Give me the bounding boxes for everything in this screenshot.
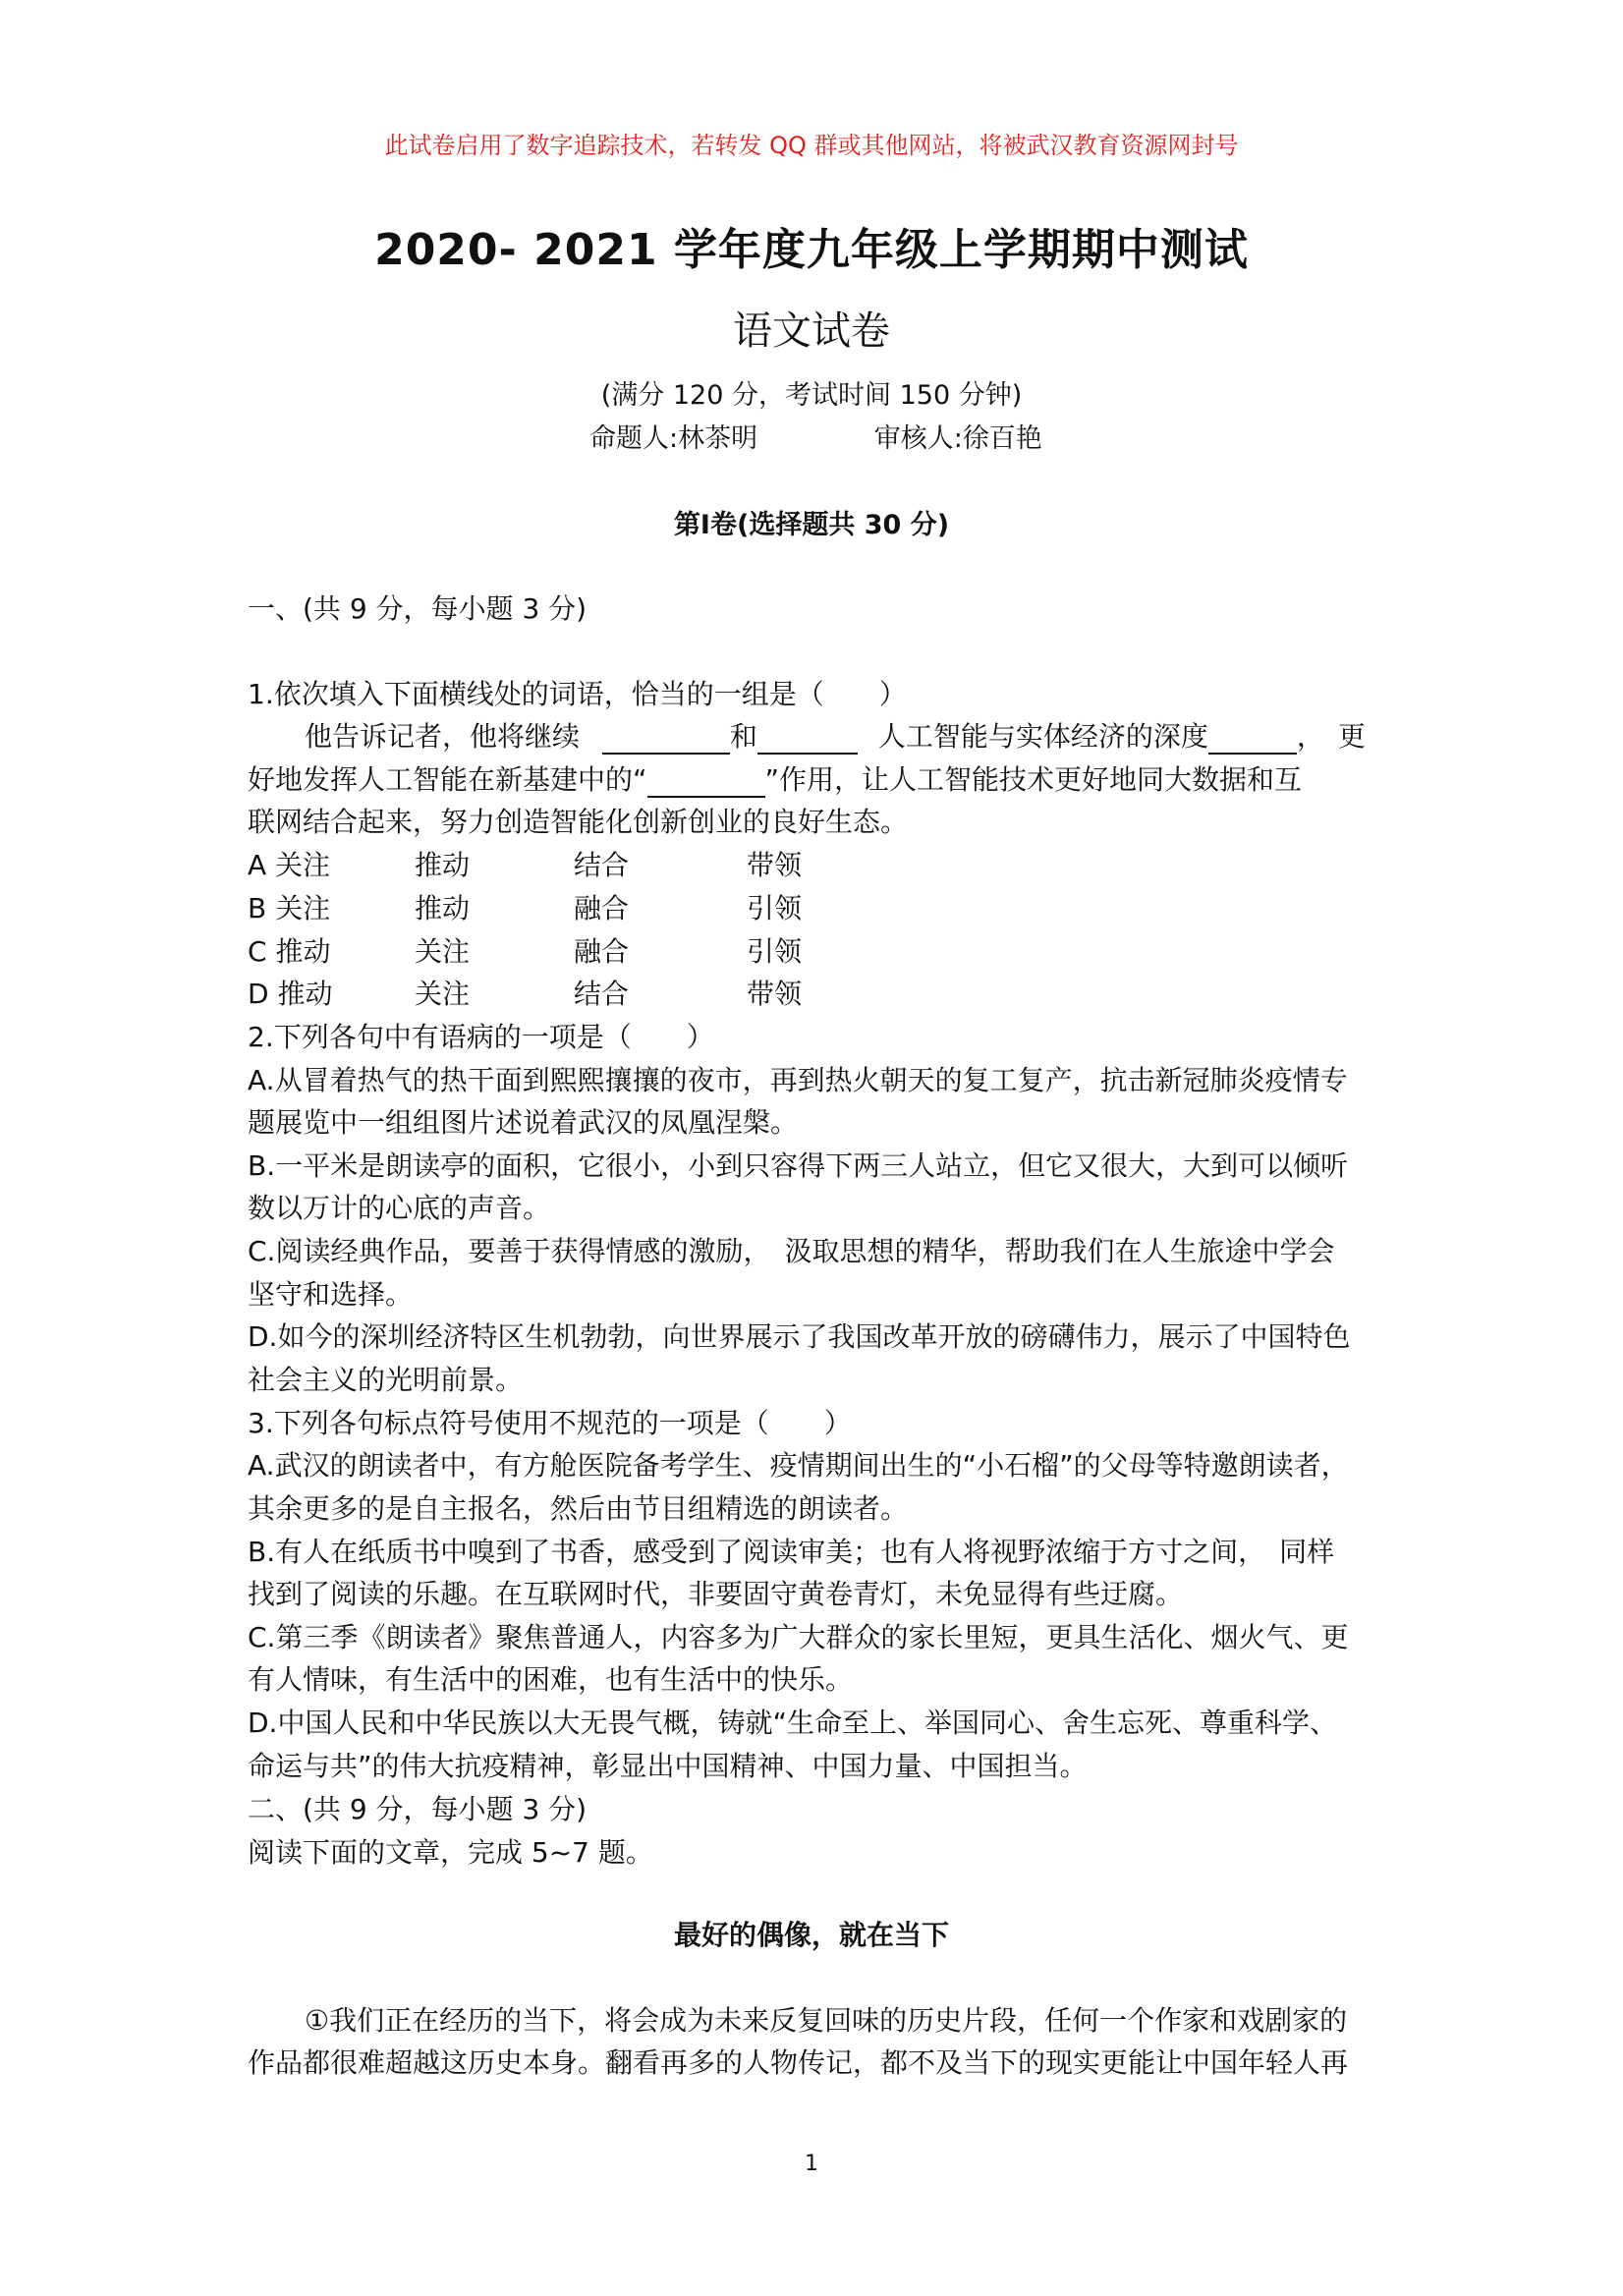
- option-label: C 推动: [248, 935, 331, 968]
- exam-authors: [589, 417, 1042, 455]
- option-label: B 关注: [248, 892, 331, 924]
- option-word: 关注: [415, 935, 471, 968]
- option-word: 带领: [747, 978, 803, 1010]
- q1-text: 和: [729, 720, 757, 753]
- option-word: 引领: [747, 935, 803, 968]
- answer-blank: [1208, 723, 1297, 755]
- q1-text: ， 更: [1296, 720, 1366, 753]
- q1-text: ”作用，让人工智能技术更好地同大数据和互: [764, 763, 1303, 796]
- q3-option-b-line1[interactable]: B.有人在纸质书中嗅到了书香，感受到了阅读审美；也有人将视野浓缩于方寸之间， 同样: [248, 1536, 1335, 1568]
- option-word: 融合: [574, 935, 630, 968]
- q3-option-d-line1[interactable]: D.中国人民和中华民族以大无畏气概，铸就“生命至上、举国同心、舍生忘死、尊重科学、: [248, 1707, 1337, 1739]
- q1-passage-line3: 联网结合起来，努力创造智能化创新创业的良好生态。: [248, 806, 909, 838]
- q1-option-a[interactable]: [248, 844, 935, 883]
- option-word: 融合: [574, 892, 630, 924]
- section-heading: 第Ⅰ卷(选择题共 30 分): [673, 510, 950, 540]
- option-word: 结合: [574, 849, 630, 881]
- q1-text: 好地发挥人工智能在新基建中的“: [248, 763, 647, 796]
- option-word: 关注: [415, 978, 471, 1010]
- option-word: 带领: [747, 849, 803, 881]
- part-one-heading: 一、(共 9 分，每小题 3 分): [248, 592, 588, 625]
- article-para1-line1: ①我们正在经历的当下，将会成为未来反复回味的历史片段，任何一个作家和戏剧家的: [305, 2004, 1348, 2037]
- exam-title: 2020- 2021 学年度九年级上学期期中测试: [374, 225, 1249, 275]
- option-label: A 关注: [248, 849, 331, 881]
- q2-option-d-line1[interactable]: D.如今的深圳经济特区生机勃勃，向世界展示了我国改革开放的磅礴伟力，展示了中国特色: [248, 1320, 1351, 1353]
- answer-blank: [757, 723, 858, 755]
- exam-meta: (满分 120 分，考试时间 150 分钟): [600, 380, 1023, 411]
- answer-blank: [647, 766, 765, 798]
- q3-option-a-line1[interactable]: A.武汉的朗读者中，有方舱医院备考学生、疫情期间出生的“小石榴”的父母等特邀朗读者，: [248, 1449, 1349, 1482]
- author: 命题人:林茶明: [589, 423, 758, 454]
- q2-option-b-line1[interactable]: B.一平米是朗读亭的面积，它很小，小到只容得下两三人站立，但它又很大，大到可以倾听: [248, 1149, 1349, 1182]
- option-label: D 推动: [248, 978, 333, 1010]
- q3-option-a-line2[interactable]: 其余更多的是自主报名，然后由节目组精选的朗读者。: [248, 1492, 909, 1525]
- q3-stem: 3.下列各句标点符号使用不规范的一项是（ ）: [248, 1407, 852, 1439]
- page-number: 1: [805, 2152, 818, 2176]
- option-word: 推动: [415, 849, 471, 881]
- option-word: 引领: [747, 892, 803, 924]
- q2-stem: 2.下列各句中有语病的一项是（ ）: [248, 1021, 714, 1053]
- part-two-heading: 二、(共 9 分，每小题 3 分): [248, 1793, 588, 1825]
- q3-option-c-line2[interactable]: 有人情味，有生活中的困难，也有生活中的快乐。: [248, 1663, 854, 1696]
- q1-text: 他告诉记者，他将继续: [305, 720, 581, 753]
- q1-stem: 1.依次填入下面横线处的词语，恰当的一组是（ ）: [248, 678, 907, 710]
- q1-passage-line1: [305, 715, 1366, 755]
- q3-option-d-line2[interactable]: 命运与共”的伟大抗疫精神，彰显出中国精神、中国力量、中国担当。: [248, 1750, 1088, 1782]
- option-word: 结合: [574, 978, 630, 1010]
- article-title: 最好的偶像，就在当下: [673, 1919, 949, 1951]
- q1-option-c[interactable]: [248, 930, 935, 970]
- reviewer: 审核人:徐百艳: [873, 423, 1042, 454]
- q2-option-c-line2[interactable]: 坚守和选择。: [248, 1278, 414, 1311]
- q2-option-b-line2[interactable]: 数以万计的心底的声音。: [248, 1192, 551, 1224]
- q1-passage-line2: [248, 758, 1302, 798]
- q2-option-a-line1[interactable]: A.从冒着热气的热干面到熙熙攘攘的夜市，再到热火朝天的复工复产，抗击新冠肺炎疫情专: [248, 1064, 1348, 1096]
- q2-option-c-line1[interactable]: C.阅读经典作品，要善于获得情感的激励， 汲取思想的精华，帮助我们在人生旅途中学会: [248, 1235, 1335, 1267]
- q3-option-b-line2[interactable]: 找到了阅读的乐趣。在互联网时代，非要固守黄卷青灯，未免显得有些迂腐。: [248, 1578, 1184, 1610]
- q1-option-b[interactable]: [248, 887, 935, 926]
- q2-option-a-line2[interactable]: 题展览中一组组图片述说着武汉的凤凰涅槃。: [248, 1106, 799, 1139]
- q1-text: 人工智能与实体经济的深度: [877, 720, 1208, 753]
- q2-option-d-line2[interactable]: 社会主义的光明前景。: [248, 1364, 524, 1396]
- article-para1-line2: 作品都很难超越这历史本身。翻看再多的人物传记，都不及当下的现实更能让中国年轻人再: [248, 2046, 1349, 2079]
- exam-subtitle: 语文试卷: [733, 308, 890, 354]
- option-word: 推动: [415, 892, 471, 924]
- answer-blank: [602, 723, 730, 755]
- q3-option-c-line1[interactable]: C.第三季《朗读者》聚焦普通人，内容多为广大群众的家长里短，更具生活化、烟火气、更: [248, 1621, 1349, 1653]
- reading-instruction: 阅读下面的文章，完成 5~7 题。: [248, 1836, 653, 1869]
- tracking-warning: 此试卷启用了数字追踪技术，若转发 QQ 群或其他网站，将被武汉教育资源网封号: [384, 132, 1239, 159]
- q1-option-d[interactable]: [248, 973, 935, 1012]
